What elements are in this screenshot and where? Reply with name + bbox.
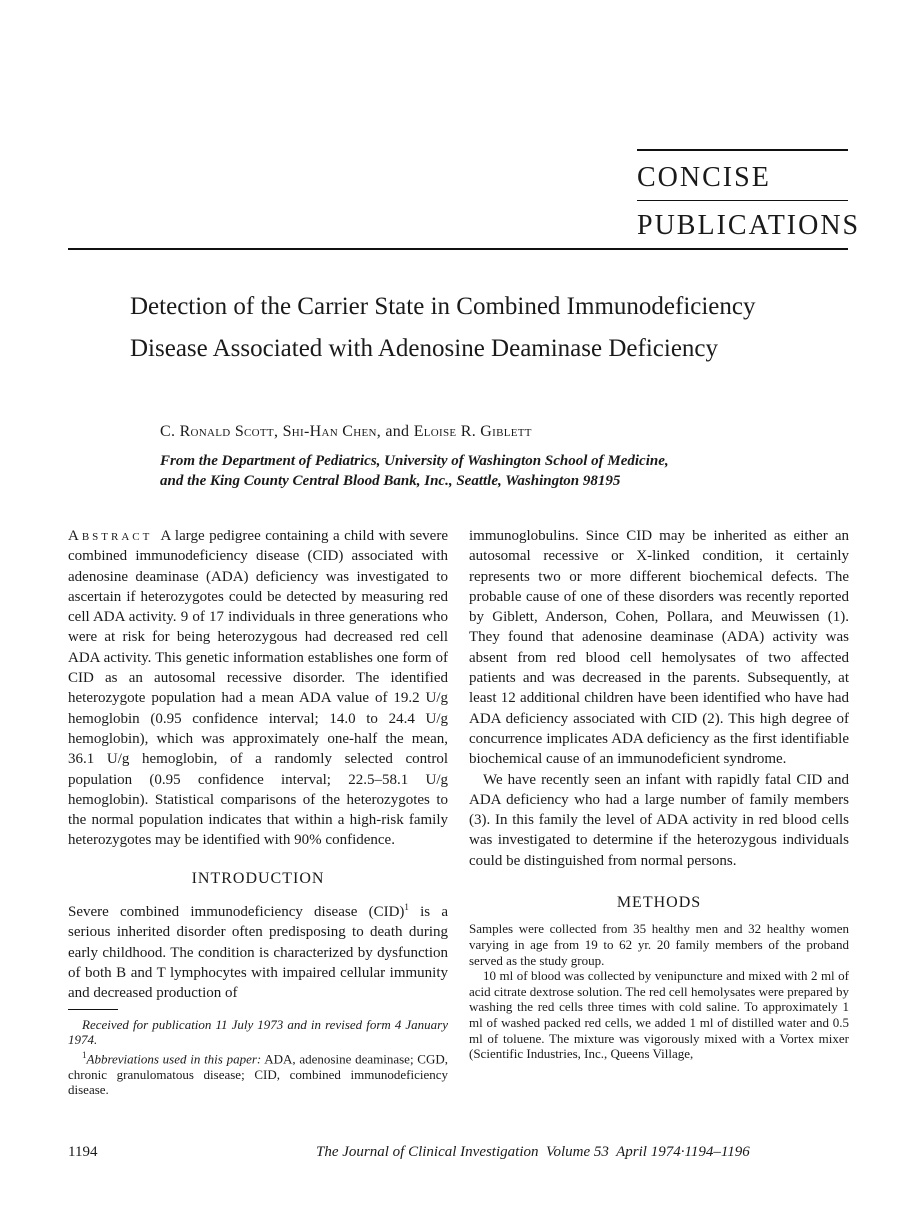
intro-text-start: Severe combined immunodeficiency disease (CID)	[68, 904, 405, 921]
title-line-2: Disease Associated with Adenosine Deaminase Deficiency	[130, 335, 719, 362]
affiliation: From the Department of Pediatrics, University of Washington School of Medicine, and the King County Central Blood Bank, Inc., Seattle, Washington 98195	[160, 453, 669, 489]
header-top-rule	[637, 149, 848, 151]
footnote-abbreviations	[68, 1048, 448, 1098]
methods-paragraph-2: 10 ml of blood was collected by venipuncture and mixed with 2 ml of acid citrate dextrose solution. The red cell hemolysates were prepared by washing the red cells three times with cold saline. To approximately 1 ml of washed packed red cells, we added 1 ml of distilled water and 0.5 ml of toluene. The mixture was vigorously mixed with a Vortex mixer (Scientific Industries, Inc., Queens Village,	[469, 968, 849, 1062]
right-column	[469, 526, 849, 1062]
introduction-paragraph-1	[68, 897, 448, 1003]
received-text: Received for publication 11 July 1973 and in revised form 4 January 1974.	[68, 1016, 448, 1048]
header-full-rule	[68, 248, 848, 250]
footnote-received	[68, 1017, 448, 1048]
article-title	[130, 286, 850, 370]
section-heading-concise: CONCISE	[637, 162, 771, 193]
header-middle-rule	[637, 200, 848, 201]
methods-paragraph-1: Samples were collected from 35 healthy men and 32 healthy women varying in age from 19 to 62 yr. 20 family members of the proband served as the study group.	[469, 921, 849, 968]
title-line-1: Detection of the Carrier State in Combined Immunodeficiency	[130, 293, 756, 320]
abstract-label: Abstract	[68, 528, 153, 544]
footnote-marker: 1	[404, 902, 409, 913]
author-3: Eloise R. Giblett	[413, 423, 532, 440]
author-1: C. Ronald Scott,	[160, 423, 279, 440]
author-conjunction: and	[385, 423, 410, 440]
methods-heading: METHODS	[616, 894, 702, 912]
journal-citation: The Journal of Clinical Investigation Volume 53 April 1974·1194–1196	[316, 1144, 750, 1160]
intro-text-rest: is a serious inherited disorder often predisposing to death during early childhood. The condition is characterized by dysfunction of both B and T lymphocytes with impaired cellular immunity and decreased production of	[68, 904, 448, 1002]
abstract-text: A large pedigree containing a child with severe combined immunodeficiency disease (CID) associated with adenosine deaminase (ADA) deficiency was investigated to ascertain if heterozygotes could be detected by measuring red cell ADA activity. 9 of 17 individuals in three generations who were at risk for being heterozygous had decreased red cell ADA activity. This genetic information establishes one form of CID as an autosomal recessive disorder. The identified heterozygote population had a mean ADA value of 19.2 U/g hemoglobin (0.95 confidence interval; 14.0 to 24.4 U/g hemoglobin), which was approximately one-half the mean, 36.1 U/g hemoglobin, of a randomly selected control population (0.95 confidence interval; 22.5–58.1 U/g hemoglobin). Statistical comparisons of the heterozygotes to the normal population indicates that within a high-risk family heterozygotes may be identified with 90% confidence.	[68, 528, 448, 849]
author-list	[160, 423, 532, 441]
introduction-heading: INTRODUCTION	[191, 869, 325, 887]
abbreviations-text: ADA, adenosine deaminase; CGD, chronic granulomatous disease; CID, combined immunodeficiency disease.	[68, 1051, 448, 1098]
abstract	[68, 526, 448, 851]
section-heading-publications: PUBLICATIONS	[637, 210, 861, 241]
footnote-number: 1	[82, 1049, 87, 1060]
abbreviations-label: Abbreviations used in this paper:	[86, 1051, 262, 1067]
introduction-paragraph-2: We have recently seen an infant with rapidly fatal CID and ADA deficiency who had a large number of family members (3). In this family the level of ADA activity in red blood cells was investigated to determine if the heterozygous individuals could be distinguished from normal persons.	[469, 771, 849, 869]
introduction-continuation: immunoglobulins. Since CID may be inherited as either an autosomal recessive or X-linked condition, it certainly represents two or more different biochemical defects. The probable cause of one of these disorders was recently reported by Giblett, Anderson, Cohen, Pollara, and Meuwissen (1). They found that adenosine deaminase (ADA) activity was absent from red blood cell hemolysates of two affected patients and was decreased in the parents. Subsequently, at least 12 additional children have been identified who have had ADA deficiency associated with CID (2). This high degree of concurrence implicates ADA deficiency as the first identifiable biochemical cause of an immunodeficient syndrome.	[469, 528, 849, 768]
page-number: 1194	[68, 1144, 98, 1160]
left-column	[68, 526, 448, 1098]
author-2: Shi-Han Chen,	[282, 423, 382, 440]
footnote-rule	[68, 1009, 118, 1010]
